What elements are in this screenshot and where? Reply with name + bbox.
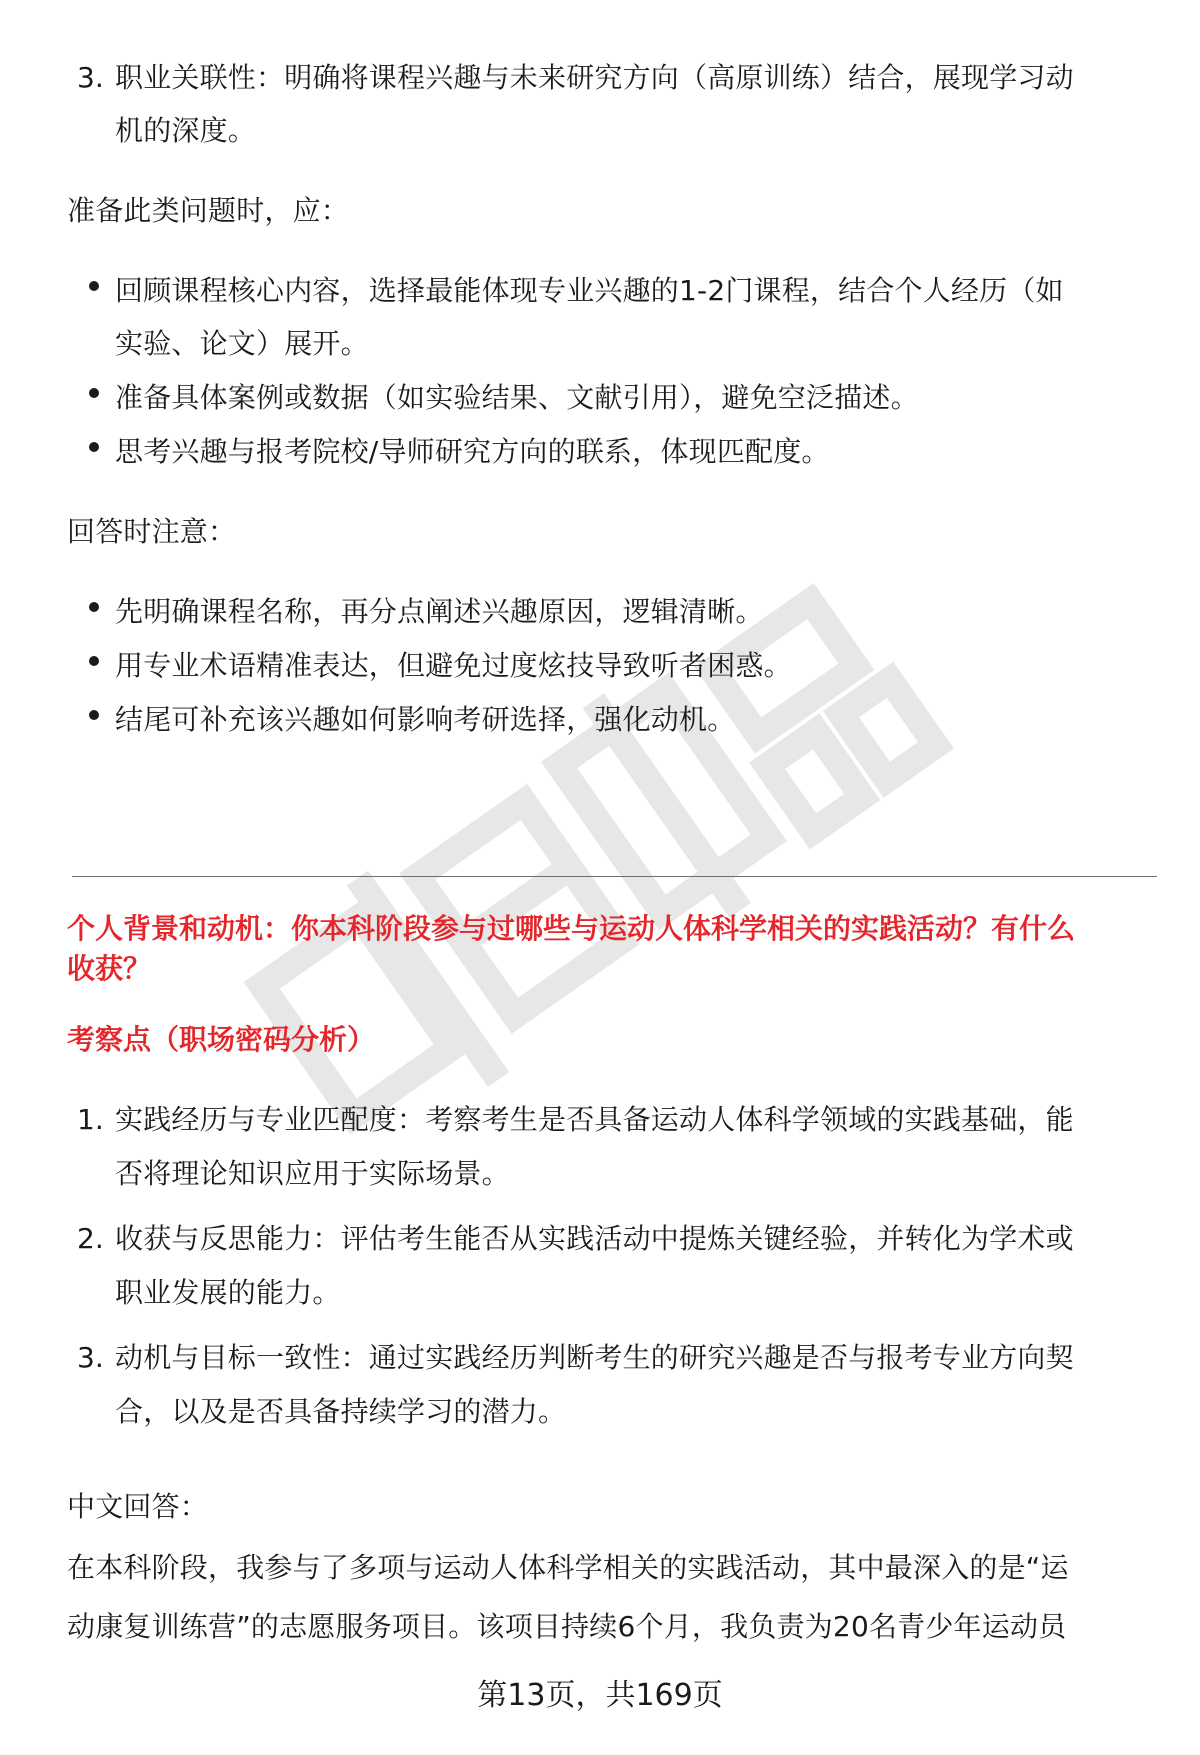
page-number-footer: 第13页，共169页 [477,1678,723,1713]
prepare-bullet-3: 思考兴趣与报考院校/导师研究方向的联系，体现匹配度。 [115,435,830,468]
bullet-dot [89,388,99,398]
analysis-item-3-line-2: 合，以及是否具备持续学习的潜力。 [115,1395,567,1428]
answer-note-1: 先明确课程名称，再分点阐述兴趣原因，逻辑清晰。 [115,595,764,628]
section-divider [72,876,1157,877]
analysis-item-1-line-1: 实践经历与专业匹配度：考察考生是否具备运动人体科学领域的实践基础，能 [115,1103,1074,1136]
analysis-heading: 考察点（职场密码分析） [67,1023,376,1056]
chinese-answer-line-2: 动康复训练营”的志愿服务项目。该项目持续6个月，我负责为20名青少年运动员 [67,1610,1067,1643]
bullet-dot [89,281,99,291]
list-number: 1. [77,1103,104,1136]
analysis-item-2-line-1: 收获与反思能力：评估考生能否从实践活动中提炼关键经验，并转化为学术或 [115,1222,1074,1255]
prepare-bullet-1-line-2: 实验、论文）展开。 [115,327,369,360]
list-number: 3. [77,1341,104,1374]
chinese-answer-label: 中文回答： [67,1490,209,1523]
answer-note-2: 用专业术语精准表达，但避免过度炫技导致听者困惑。 [115,649,792,682]
career-item-line-1: 职业关联性：明确将课程兴趣与未来研究方向（高原训练）结合，展现学习动 [115,61,1074,94]
bullet-dot [89,656,99,666]
analysis-item-3-line-1: 动机与目标一致性：通过实践经历判断考生的研究兴趣是否与报考专业方向契 [115,1341,1074,1374]
list-number: 2. [77,1222,104,1255]
career-item-line-2: 机的深度。 [115,114,257,147]
bullet-dot [89,602,99,612]
list-number: 3. [77,61,104,94]
chinese-answer-line-1: 在本科阶段，我参与了多项与运动人体科学相关的实践活动，其中最深入的是“运 [67,1551,1069,1584]
question-heading-line-1: 个人背景和动机：你本科阶段参与过哪些与运动人体科学相关的实践活动？有什么 [67,912,1076,945]
analysis-item-2-line-2: 职业发展的能力。 [115,1276,341,1309]
prepare-bullet-1-line-1: 回顾课程核心内容，选择最能体现专业兴趣的1-2门课程，结合个人经历（如 [115,274,1064,307]
prepare-bullet-2: 准备具体案例或数据（如实验结果、文献引用），避免空泛描述。 [115,381,919,414]
analysis-item-1-line-2: 否将理论知识应用于实际场景。 [115,1157,510,1190]
bullet-dot [89,442,99,452]
bullet-dot [89,710,99,720]
prepare-heading: 准备此类问题时，应： [67,194,350,227]
answer-note-3: 结尾可补充该兴趣如何影响考研选择，强化动机。 [115,703,736,736]
answer-notes-heading: 回答时注意： [67,515,237,548]
question-heading-line-2: 收获？ [67,952,152,985]
